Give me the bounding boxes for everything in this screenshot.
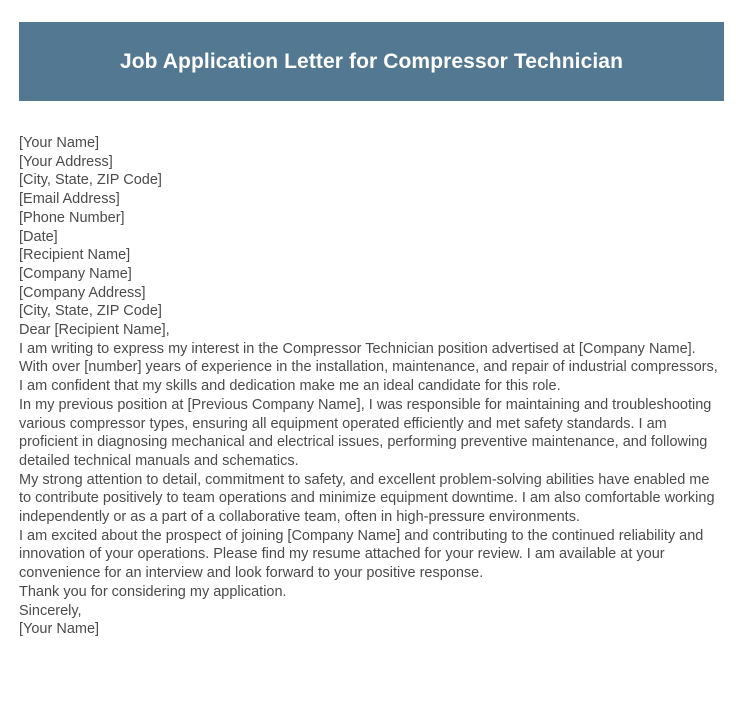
recipient-address-line: [Company Address] — [19, 284, 146, 301]
page-title: Job Application Letter for Compressor Technician — [119, 49, 624, 73]
recipient-city-line: [City, State, ZIP Code] — [19, 303, 162, 320]
letter-paragraph-3: My strong attention to detail, commitment to safety, and excellent problem-solving abilities have enabled me to contribute positively to team operations and minimize equipment downtime. I am also comfortable working independently or as a part of a collaborative team, often in high-pressure environments. — [19, 471, 715, 526]
sender-phone-line: [Phone Number] — [19, 209, 125, 226]
sender-city-line: [City, State, ZIP Code] — [19, 172, 162, 189]
recipient-company-line: [Company Name] — [19, 265, 132, 282]
signature-line: [Your Name] — [19, 621, 100, 638]
closing-line: Sincerely, — [19, 602, 82, 619]
sender-address-line: [Your Address] — [19, 153, 113, 170]
date-line: [Date] — [19, 228, 58, 245]
document-header-banner — [19, 22, 724, 101]
letter-paragraph-1: I am writing to express my interest in the Compressor Technician position advertised at [Company Name]. With over [number] years of experience in the installation, maintenance, and repair of industrial compressors, I am confident that my skills and dedication make me an ideal candidate for this role. — [19, 340, 718, 395]
salutation-line: Dear [Recipient Name], — [19, 322, 170, 339]
sender-name-line: [Your Name] — [19, 135, 100, 151]
letter-paragraph-2: In my previous position at [Previous Company Name], I was responsible for maintaining and troubleshooting various compressor types, ensuring all equipment operated efficiently and met safety standards. I am proficient in diagnosing mechanical and electrical issues, performing preventive maintenance, and following detailed technical manuals and schematics. — [19, 396, 712, 469]
recipient-name-line: [Recipient Name] — [19, 247, 131, 264]
thank-you-line: Thank you for considering my application. — [19, 583, 287, 600]
sender-email-line: [Email Address] — [19, 191, 120, 208]
letter-body — [19, 134, 723, 639]
letter-paragraph-4: I am excited about the prospect of joining [Company Name] and contributing to the continued reliability and innovation of your operations. Please find my resume attached for your review. I am available at your convenience for an interview and look forward to your positive response. — [19, 527, 704, 582]
